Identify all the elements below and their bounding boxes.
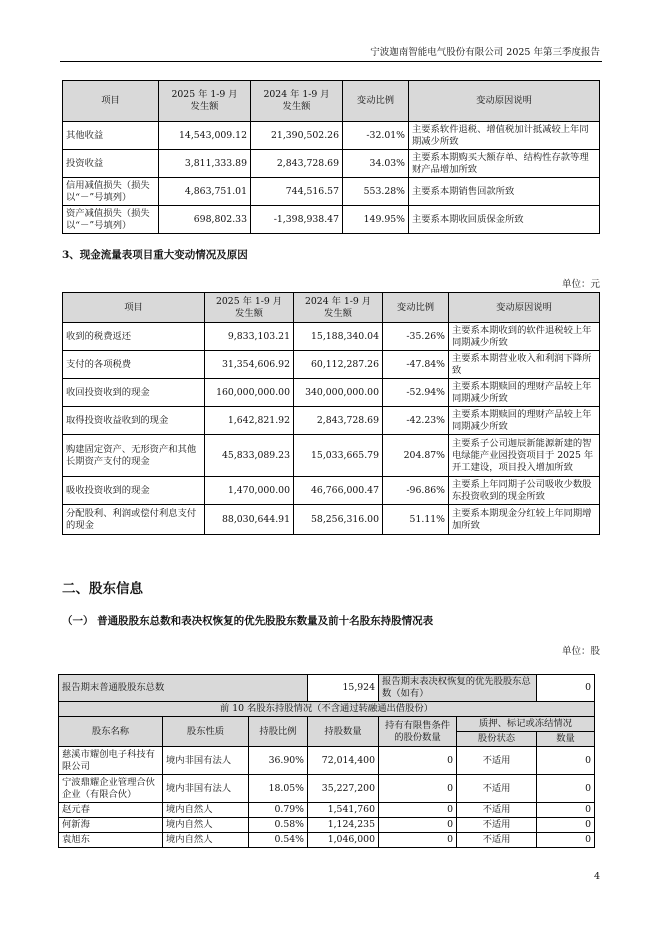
- ratio-cell: -47.84%: [383, 351, 449, 379]
- table-row: [59, 818, 595, 833]
- reason-cell: 主要系软件退税、增值税加计抵减较上年同期减少所致: [409, 122, 600, 150]
- holder-count: 0: [537, 747, 595, 775]
- item-cell: 吸收投资收到的现金: [63, 477, 205, 505]
- table-row: [59, 803, 595, 818]
- holder-name: 袁旭东: [59, 833, 163, 848]
- table-row: [59, 775, 595, 803]
- total-holders-label: 报告期末普通股股东总数: [59, 675, 308, 702]
- table-row: [63, 435, 600, 477]
- holder-nature: 境内非国有法人: [163, 775, 249, 803]
- summary-row: [59, 675, 595, 702]
- value-cell: 21,390,502.26: [251, 122, 343, 150]
- col-header: 项目: [63, 81, 159, 122]
- ratio-cell: 149.95%: [343, 206, 409, 234]
- value-cell: 2,843,728.69: [294, 407, 383, 435]
- ratio-cell: -52.94%: [383, 379, 449, 407]
- holder-count: 0: [537, 803, 595, 818]
- table-row: [59, 747, 595, 775]
- value-cell: 698,802.33: [159, 206, 251, 234]
- reason-cell: 主要系本期赎回的理财产品较上年同期减少所致: [449, 407, 600, 435]
- item-cell: 收到的税费返还: [63, 323, 205, 351]
- holder-status: 不适用: [457, 833, 537, 848]
- holder-name: 赵元春: [59, 803, 163, 818]
- table-row: [63, 351, 600, 379]
- item-cell: 收回投资收到的现金: [63, 379, 205, 407]
- reason-cell: 主要系本期赎回的理财产品较上年同期减少所致: [449, 379, 600, 407]
- table-header-row: [59, 717, 595, 732]
- value-cell: 58,256,316.00: [294, 505, 383, 535]
- col-header: 2025 年 1-9 月 发生额: [205, 293, 294, 323]
- table-row: [63, 407, 600, 435]
- value-cell: 46,766,000.47: [294, 477, 383, 505]
- reason-cell: 主要系上年同期子公司吸收少数股东投资收到的现金所致: [449, 477, 600, 505]
- header-rule: [60, 61, 602, 62]
- ratio-cell: -42.23%: [383, 407, 449, 435]
- pref-holders-label: 报告期末表决权恢复的优先股股东总数（如有）: [379, 675, 537, 702]
- top10-title: 前 10 名股东持股情况（不含通过转融通出借股份）: [59, 702, 595, 717]
- holder-count: 0: [537, 833, 595, 848]
- value-cell: 60,112,287.26: [294, 351, 383, 379]
- value-cell: 88,030,644.91: [205, 505, 294, 535]
- col-header: 2024 年 1-9 月 发生额: [251, 81, 343, 122]
- holder-restricted: 0: [379, 775, 457, 803]
- holder-qty: 1,046,000: [308, 833, 379, 848]
- value-cell: 31,354,606.92: [205, 351, 294, 379]
- holder-status: 不适用: [457, 818, 537, 833]
- holder-nature: 境内自然人: [163, 833, 249, 848]
- cashflow-changes-table: [62, 292, 600, 535]
- ratio-cell: -96.86%: [383, 477, 449, 505]
- col-header: 持股数量: [308, 717, 379, 747]
- table-row: [63, 505, 600, 535]
- table-row: [63, 477, 600, 505]
- col-header: 数量: [537, 732, 595, 747]
- holder-name: 宁波鼎耀企业管理合伙企业（有限合伙）: [59, 775, 163, 803]
- unit-label: 单位：股: [561, 646, 600, 657]
- value-cell: 160,000,000.00: [205, 379, 294, 407]
- holder-count: 0: [537, 818, 595, 833]
- section-title: 3、现金流量表项目重大变动情况及原因: [62, 249, 248, 261]
- holder-nature: 境内自然人: [163, 803, 249, 818]
- ratio-cell: -35.26%: [383, 323, 449, 351]
- item-cell: 购建固定资产、无形资产和其他长期资产支付的现金: [63, 435, 205, 477]
- ratio-cell: -32.01%: [343, 122, 409, 150]
- holder-restricted: 0: [379, 818, 457, 833]
- col-header: 项目: [63, 293, 205, 323]
- subsection-heading: （一） 普通股股东总数和表决权恢复的优先股股东数量及前十名股东持股情况表: [62, 615, 434, 627]
- item-cell: 支付的各项税费: [63, 351, 205, 379]
- holder-restricted: 0: [379, 747, 457, 775]
- ratio-cell: 51.11%: [383, 505, 449, 535]
- table-header-row: [63, 81, 600, 122]
- reason-cell: 主要系本期收到的软件退税较上年同期减少所致: [449, 323, 600, 351]
- holder-nature: 境内自然人: [163, 818, 249, 833]
- value-cell: 2,843,728.69: [251, 150, 343, 178]
- holder-name: 何新海: [59, 818, 163, 833]
- holder-ratio: 36.90%: [249, 747, 308, 775]
- table-row: [63, 122, 600, 150]
- col-header: 变动原因说明: [409, 81, 600, 122]
- holder-ratio: 18.05%: [249, 775, 308, 803]
- col-header: 股东名称: [59, 717, 163, 747]
- ratio-cell: 34.03%: [343, 150, 409, 178]
- table-row: [63, 323, 600, 351]
- value-cell: 3,811,333.89: [159, 150, 251, 178]
- value-cell: 15,033,665.79: [294, 435, 383, 477]
- value-cell: -1,398,938.47: [251, 206, 343, 234]
- col-header: 持股比例: [249, 717, 308, 747]
- report-header: 宁波迦南智能电气股份有限公司 2025 年第三季度报告: [370, 47, 600, 58]
- col-header: 2025 年 1-9 月 发生额: [159, 81, 251, 122]
- reason-cell: 主要系本期购买大额存单、结构性存款等理财产品增加所致: [409, 150, 600, 178]
- holder-ratio: 0.58%: [249, 818, 308, 833]
- table-row: [63, 178, 600, 206]
- total-holders-value: 15,924: [308, 675, 379, 702]
- value-cell: 744,516.57: [251, 178, 343, 206]
- item-cell: 取得投资收益收到的现金: [63, 407, 205, 435]
- table-row: [63, 206, 600, 234]
- reason-cell: 主要系本期营业收入和利润下降所致: [449, 351, 600, 379]
- holder-restricted: 0: [379, 833, 457, 848]
- holder-status: 不适用: [457, 803, 537, 818]
- value-cell: 1,642,821.92: [205, 407, 294, 435]
- holder-qty: 35,227,200: [308, 775, 379, 803]
- col-header: 变动比例: [343, 81, 409, 122]
- col-header: 变动比例: [383, 293, 449, 323]
- col-header: 质押、标记或冻结情况: [457, 717, 595, 732]
- item-cell: 信用减值损失（损失以“－”号填列）: [63, 178, 159, 206]
- table-header-row: [63, 293, 600, 323]
- ratio-cell: 553.28%: [343, 178, 409, 206]
- value-cell: 1,470,000.00: [205, 477, 294, 505]
- income-changes-table: [62, 80, 600, 234]
- value-cell: 4,863,751.01: [159, 178, 251, 206]
- value-cell: 340,000,000.00: [294, 379, 383, 407]
- value-cell: 45,833,089.23: [205, 435, 294, 477]
- col-header: 股东性质: [163, 717, 249, 747]
- holder-status: 不适用: [457, 747, 537, 775]
- ratio-cell: 204.87%: [383, 435, 449, 477]
- value-cell: 14,543,009.12: [159, 122, 251, 150]
- holder-nature: 境内非国有法人: [163, 747, 249, 775]
- page-number: 4: [593, 871, 600, 882]
- item-cell: 其他收益: [63, 122, 159, 150]
- reason-cell: 主要系本期现金分红较上年同期增加所致: [449, 505, 600, 535]
- col-header: 2024 年 1-9 月 发生额: [294, 293, 383, 323]
- table-row: [63, 150, 600, 178]
- holder-ratio: 0.54%: [249, 833, 308, 848]
- table-row: [63, 379, 600, 407]
- shareholders-table: [58, 674, 595, 848]
- item-cell: 分配股利、利润或偿付利息支付的现金: [63, 505, 205, 535]
- pref-holders-value: 0: [537, 675, 595, 702]
- reason-cell: 主要系子公司迦辰新能源新建的智电绿能产业园投资项目于 2025 年开工建设，项目投入增加所致: [449, 435, 600, 477]
- top10-title-row: [59, 702, 595, 717]
- holder-qty: 72,014,400: [308, 747, 379, 775]
- col-header: 变动原因说明: [449, 293, 600, 323]
- reason-cell: 主要系本期收回质保金所致: [409, 206, 600, 234]
- holder-status: 不适用: [457, 775, 537, 803]
- holder-ratio: 0.79%: [249, 803, 308, 818]
- holder-name: 慈溪市耀创电子科技有限公司: [59, 747, 163, 775]
- table-row: [59, 833, 595, 848]
- section-heading: 二、股东信息: [62, 581, 143, 597]
- holder-qty: 1,124,235: [308, 818, 379, 833]
- holder-restricted: 0: [379, 803, 457, 818]
- holder-qty: 1,541,760: [308, 803, 379, 818]
- holder-count: 0: [537, 775, 595, 803]
- col-header: 持有有限售条件的股份数量: [379, 717, 457, 747]
- value-cell: 9,833,103.21: [205, 323, 294, 351]
- reason-cell: 主要系本期销售回款所致: [409, 178, 600, 206]
- item-cell: 资产减值损失（损失以“－”号填列）: [63, 206, 159, 234]
- value-cell: 15,188,340.04: [294, 323, 383, 351]
- col-header: 股份状态: [457, 732, 537, 747]
- item-cell: 投资收益: [63, 150, 159, 178]
- unit-label: 单位：元: [561, 279, 600, 290]
